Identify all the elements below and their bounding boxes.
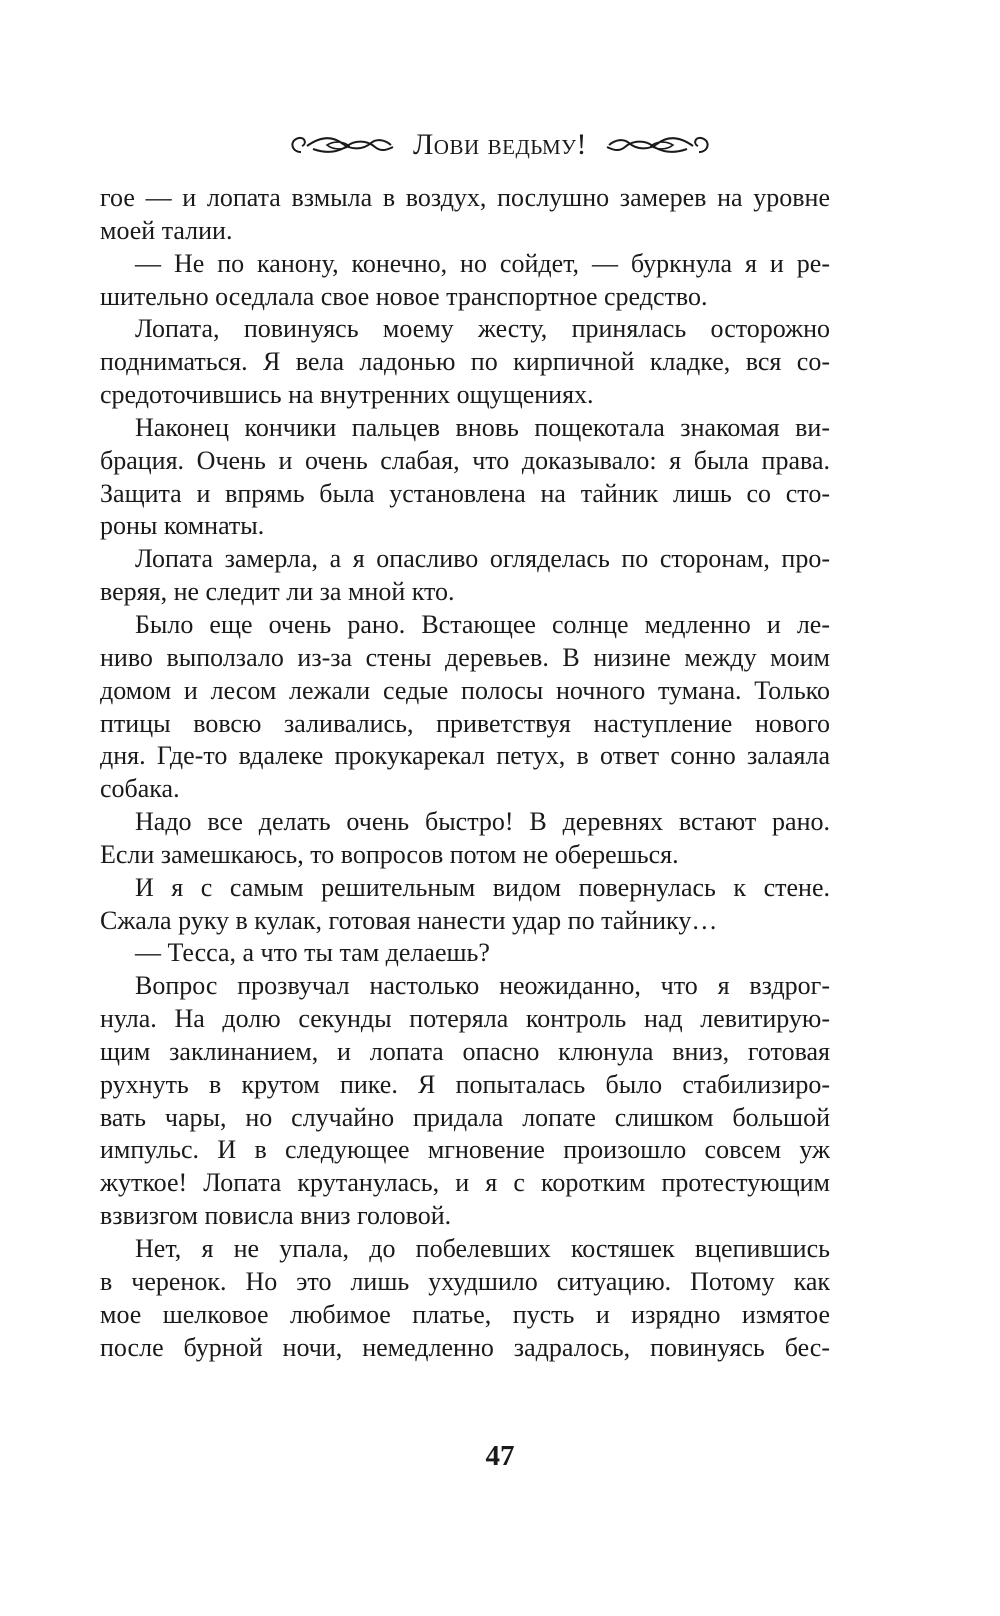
text-line: Защита и впрямь была установлена на тайник лишь со сто- xyxy=(100,478,830,508)
text-line: роны комнаты. xyxy=(100,511,265,541)
text-line: шительно оседлала свое новое транспортное средство. xyxy=(100,281,708,311)
text-line: птицы вовсю заливались, приветствуя наступление нового xyxy=(100,708,830,738)
text-line: Нет, я не упала, до побелевших костяшек вцепившись xyxy=(135,1234,830,1263)
text-line: — Не по канону, конечно, но сойдет, — буркнула я и ре- xyxy=(135,248,830,278)
text-line: И я с самым решительным видом повернулась к стене. xyxy=(135,872,830,902)
text-line: жуткое! Лопата крутанулась, и я с коротким протестующим xyxy=(100,1168,830,1198)
text-line: брация. Очень и очень слабая, что доказывало: я была права. xyxy=(100,445,830,475)
text-line: рухнуть в крутом пике. Я попыталась было стабилизиро- xyxy=(100,1069,830,1099)
text-line: взвизгом повисла вниз головой. xyxy=(100,1201,452,1231)
text-line: дня. Где-то вдалеке прокукарекал петух, в ответ сонно залаяла xyxy=(100,741,830,771)
text-line: вать чары, но случайно придала лопате слишком большой xyxy=(100,1102,830,1132)
flourish-ornament-right-icon xyxy=(603,130,713,160)
text-line: — Тесса, а что ты там делаешь? xyxy=(135,938,490,968)
text-line: собака. xyxy=(100,774,180,804)
text-line: щим заклинанием, и лопата опасно клюнула вниз, готовая xyxy=(100,1036,830,1066)
text-line: мое шелковое любимое платье, пусть и изрядно измятое xyxy=(100,1299,830,1329)
text-line: средоточившись на внутренних ощущениях. xyxy=(100,380,594,410)
text-line: нула. На долю секунды потеряла контроль над левитирую- xyxy=(100,1004,830,1034)
text-line: Лопата замерла, а я опасливо огляделась по сторонам, про- xyxy=(135,544,830,574)
text-line: после бурной ночи, немедленно задралось, повинуясь бес- xyxy=(100,1332,830,1362)
text-line: Было еще очень рано. Встающее солнце медленно и ле- xyxy=(135,609,830,639)
text-line: в черенок. Но это лишь ухудшило ситуацию. Потому как xyxy=(100,1266,830,1296)
text-line: Вопрос прозвучал настолько неожиданно, что я вздрог- xyxy=(135,971,830,1001)
text-line: моей талии. xyxy=(100,215,233,245)
text-line: Если замешкаюсь, то вопросов потом не оберешься. xyxy=(100,839,679,869)
body-text xyxy=(100,182,830,1364)
text-line: Наконец кончики пальцев вновь пощекотала знакомая ви- xyxy=(135,412,830,442)
text-line: веряя, не следит ли за мной кто. xyxy=(100,577,455,607)
page-number: 47 xyxy=(485,1440,515,1472)
flourish-ornament-left-icon xyxy=(287,130,397,160)
text-line: Сжала руку в кулак, готовая нанести удар по тайнику… xyxy=(100,905,718,935)
text-line: подниматься. Я вела ладонью по кирпичной кладке, вся со- xyxy=(100,347,830,377)
text-line: ниво выползало из-за стены деревьев. В низине между моим xyxy=(100,642,830,672)
text-line: домом и лесом лежали седые полосы ночного тумана. Только xyxy=(100,675,830,705)
running-title: Лови ведьму! xyxy=(412,128,588,161)
text-line: гое — и лопата взмыла в воздух, послушно замерев на уровне xyxy=(100,183,830,212)
text-line: Надо все делать очень быстро! В деревнях встают рано. xyxy=(135,807,830,837)
text-line: импульс. И в следующее мгновение произошло совсем уж xyxy=(100,1135,830,1165)
running-header xyxy=(0,122,1000,168)
text-line: Лопата, повинуясь моему жесту, принялась осторожно xyxy=(135,314,830,344)
